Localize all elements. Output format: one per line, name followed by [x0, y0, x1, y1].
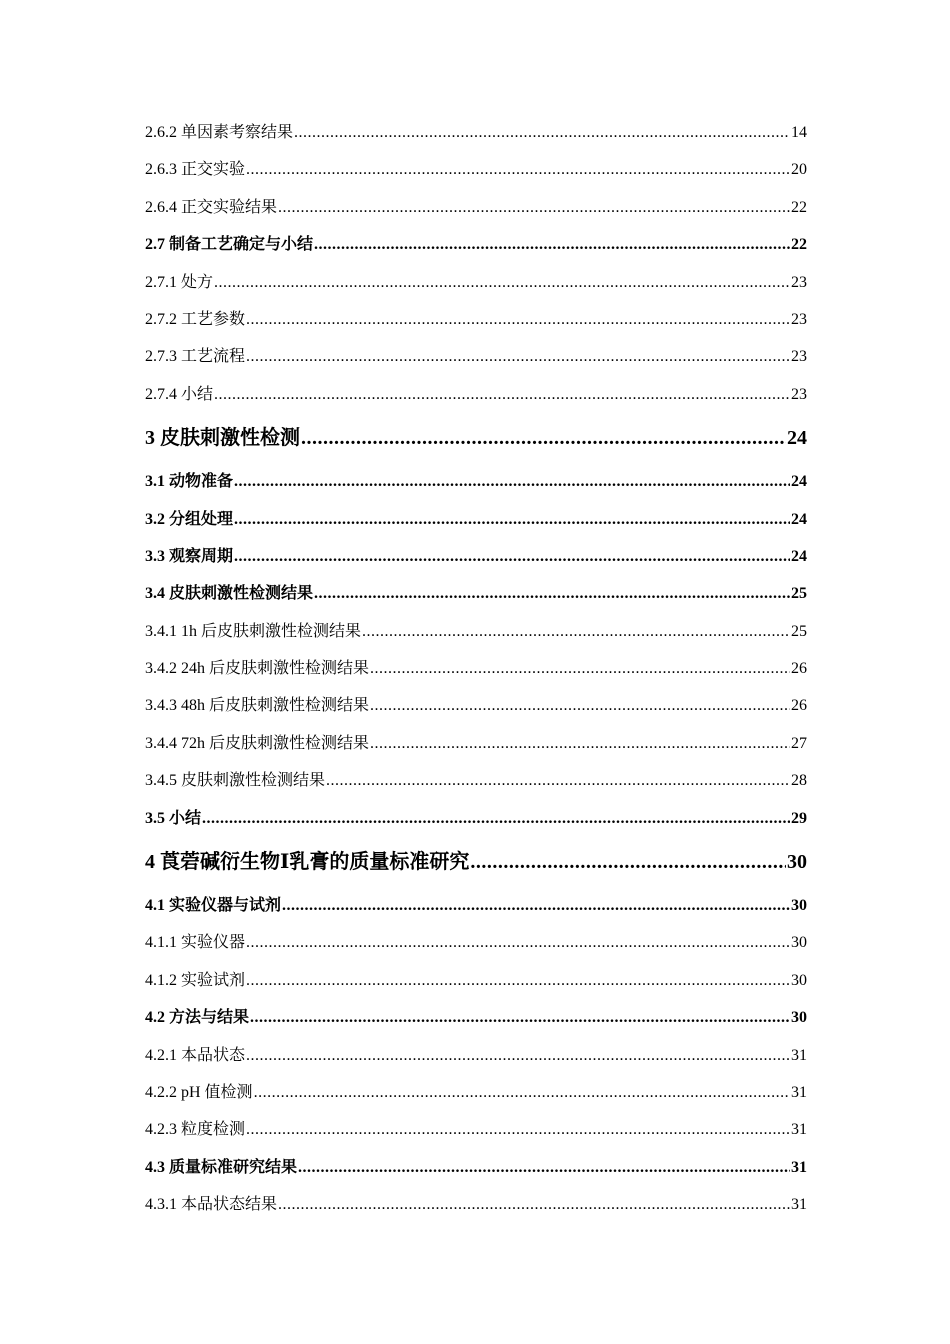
- toc-entry[interactable]: [145, 924, 807, 961]
- toc-entry-label: 3.4.3 48h 后皮肤刺激性检测结果: [145, 697, 370, 715]
- toc-entry[interactable]: [145, 189, 807, 226]
- toc-entry-page-number: 24: [791, 547, 807, 565]
- toc-entry-page-number: 29: [791, 809, 807, 827]
- toc-entry[interactable]: [145, 538, 807, 575]
- toc-dot-leader: [470, 837, 786, 887]
- toc-entry-page-number: 28: [791, 772, 807, 790]
- toc-dot-leader: [362, 613, 790, 650]
- toc-dot-leader: [202, 800, 790, 837]
- toc-entry-page-number: 25: [791, 622, 807, 640]
- toc-dot-leader: [278, 189, 790, 226]
- toc-dot-leader: [246, 151, 790, 188]
- toc-entry-label: 4.2.1 本品状态: [145, 1046, 246, 1064]
- toc-entry-page-number: 24: [791, 473, 807, 491]
- toc-entry-label: 3.3 观察周期: [145, 547, 234, 565]
- toc-dot-leader: [370, 687, 790, 724]
- toc-dot-leader: [234, 501, 790, 538]
- toc-entry-page-number: 23: [791, 273, 807, 291]
- toc-entry-page-number: 25: [791, 585, 807, 603]
- toc-entry-page-number: 22: [791, 236, 807, 254]
- toc-dot-leader: [314, 575, 790, 612]
- toc-entry-label: 2.6.3 正交实验: [145, 161, 246, 179]
- toc-entry-label: 4.3.1 本品状态结果: [145, 1196, 278, 1214]
- toc-entry[interactable]: [145, 650, 807, 687]
- toc-entry-page-number: 24: [791, 510, 807, 528]
- table-of-contents: [145, 114, 807, 1224]
- toc-dot-leader: [370, 725, 790, 762]
- toc-entry-page-number: 22: [791, 198, 807, 216]
- toc-entry[interactable]: [145, 226, 807, 263]
- toc-dot-leader: [282, 887, 790, 924]
- toc-entry-page-number: 31: [791, 1196, 807, 1214]
- toc-entry-page-number: 30: [787, 851, 807, 874]
- toc-dot-leader: [246, 924, 790, 961]
- toc-entry-label: 2.6.4 正交实验结果: [145, 198, 278, 216]
- toc-entry-label: 3.4 皮肤刺激性检测结果: [145, 585, 314, 603]
- toc-entry-page-number: 31: [791, 1046, 807, 1064]
- toc-entry-label: 4.2.3 粒度检测: [145, 1121, 246, 1139]
- toc-entry[interactable]: [145, 1111, 807, 1148]
- toc-entry-page-number: 31: [791, 1158, 807, 1176]
- toc-entry-label: 4.2.2 pH 值检测: [145, 1083, 253, 1101]
- toc-dot-leader: [234, 538, 790, 575]
- toc-entry-label: 3.5 小结: [145, 809, 202, 827]
- toc-dot-leader: [234, 463, 790, 500]
- toc-dot-leader: [246, 338, 790, 375]
- toc-entry-page-number: 23: [791, 348, 807, 366]
- toc-entry-page-number: 30: [791, 1009, 807, 1027]
- toc-dot-leader: [254, 1074, 790, 1111]
- toc-entry[interactable]: [145, 762, 807, 799]
- toc-dot-leader: [298, 1149, 790, 1186]
- toc-entry[interactable]: [145, 613, 807, 650]
- toc-entry-label: 2.7 制备工艺确定与小结: [145, 236, 314, 254]
- toc-entry[interactable]: [145, 887, 807, 924]
- toc-entry-page-number: 20: [791, 161, 807, 179]
- toc-dot-leader: [246, 1037, 790, 1074]
- toc-entry-label: 2.7.3 工艺流程: [145, 348, 246, 366]
- toc-dot-leader: [370, 650, 790, 687]
- toc-entry[interactable]: [145, 1074, 807, 1111]
- toc-entry[interactable]: [145, 962, 807, 999]
- toc-entry-page-number: 30: [791, 897, 807, 915]
- toc-entry[interactable]: [145, 687, 807, 724]
- toc-entry-page-number: 24: [787, 427, 807, 450]
- toc-entry[interactable]: [145, 463, 807, 500]
- toc-entry-label: 2.6.2 单因素考察结果: [145, 124, 294, 141]
- toc-entry-label: 3.2 分组处理: [145, 510, 234, 528]
- toc-dot-leader: [246, 301, 790, 338]
- toc-dot-leader: [246, 1111, 790, 1148]
- toc-entry-page-number: 14: [791, 124, 807, 141]
- toc-dot-leader: [214, 376, 790, 413]
- toc-dot-leader: [294, 114, 790, 151]
- toc-entry-label: 3.4.5 皮肤刺激性检测结果: [145, 772, 326, 790]
- toc-entry-label: 4.3 质量标准研究结果: [145, 1158, 298, 1176]
- toc-entry[interactable]: [145, 301, 807, 338]
- toc-entry-page-number: 27: [791, 734, 807, 752]
- toc-entry-page-number: 26: [791, 697, 807, 715]
- toc-entry-label: 3.4.4 72h 后皮肤刺激性检测结果: [145, 734, 370, 752]
- toc-entry-label: 4 莨菪碱衍生物Ⅰ乳膏的质量标准研究: [145, 851, 470, 874]
- toc-entry-label: 3.4.2 24h 后皮肤刺激性检测结果: [145, 660, 370, 678]
- toc-dot-leader: [214, 264, 790, 301]
- toc-entry[interactable]: [145, 264, 807, 301]
- toc-entry-page-number: 30: [791, 971, 807, 989]
- toc-entry[interactable]: [145, 837, 807, 887]
- toc-entry-label: 4.2 方法与结果: [145, 1009, 250, 1027]
- toc-entry[interactable]: [145, 413, 807, 463]
- toc-entry[interactable]: [145, 114, 807, 151]
- toc-entry-label: 3.4.1 1h 后皮肤刺激性检测结果: [145, 622, 362, 640]
- toc-entry-label: 2.7.2 工艺参数: [145, 310, 246, 328]
- toc-dot-leader: [278, 1186, 790, 1223]
- toc-entry[interactable]: [145, 1186, 807, 1223]
- toc-dot-leader: [250, 999, 790, 1036]
- toc-entry[interactable]: [145, 725, 807, 762]
- toc-dot-leader: [301, 413, 786, 463]
- toc-dot-leader: [246, 962, 790, 999]
- toc-entry-page-number: 30: [791, 934, 807, 952]
- toc-dot-leader: [314, 226, 790, 263]
- toc-entry-page-number: 23: [791, 310, 807, 328]
- toc-entry[interactable]: [145, 575, 807, 612]
- toc-entry-label: 3.1 动物准备: [145, 473, 234, 491]
- toc-entry-page-number: 23: [791, 385, 807, 403]
- toc-entry[interactable]: [145, 151, 807, 188]
- toc-entry[interactable]: [145, 376, 807, 413]
- toc-entry-label: 2.7.4 小结: [145, 385, 214, 403]
- toc-entry[interactable]: [145, 1037, 807, 1074]
- toc-entry-label: 4.1.1 实验仪器: [145, 934, 246, 952]
- toc-entry[interactable]: [145, 1149, 807, 1186]
- toc-entry[interactable]: [145, 338, 807, 375]
- toc-entry[interactable]: [145, 800, 807, 837]
- toc-entry-label: 2.7.1 处方: [145, 273, 214, 291]
- toc-entry-label: 4.1.2 实验试剂: [145, 971, 246, 989]
- toc-entry-page-number: 31: [791, 1083, 807, 1101]
- toc-entry-label: 3 皮肤刺激性检测: [145, 427, 300, 450]
- toc-entry[interactable]: [145, 999, 807, 1036]
- toc-entry-page-number: 31: [791, 1121, 807, 1139]
- toc-entry[interactable]: [145, 501, 807, 538]
- toc-dot-leader: [326, 762, 790, 799]
- toc-entry-label: 4.1 实验仪器与试剂: [145, 897, 282, 915]
- toc-entry-page-number: 26: [791, 660, 807, 678]
